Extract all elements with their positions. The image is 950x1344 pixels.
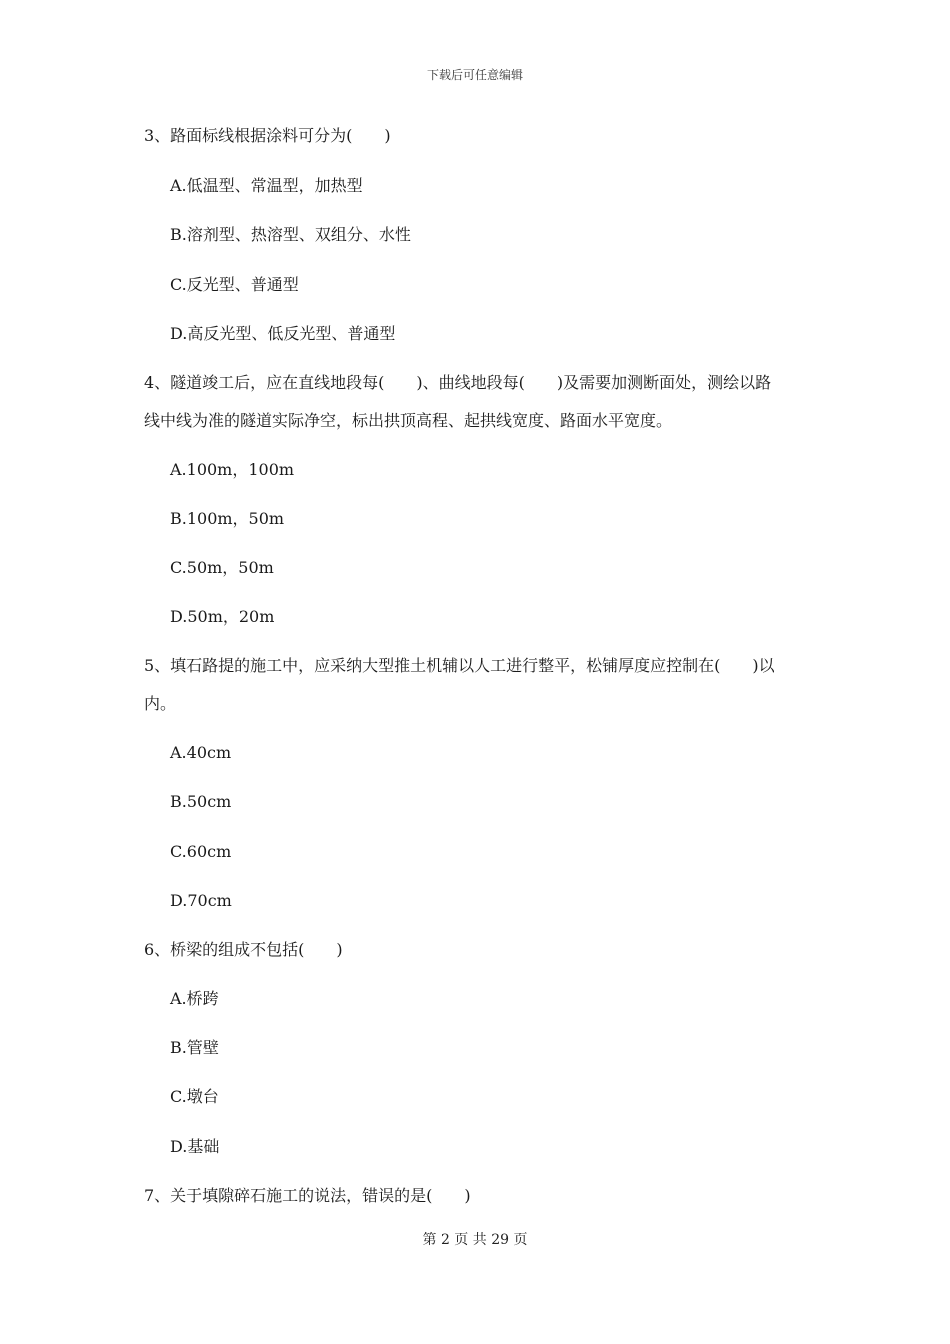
question-4-option-d: D.50m，20m <box>170 607 275 626</box>
question-5-option-a: A.40cm <box>170 743 232 762</box>
question-7-text: 7、关于填隙碎石施工的说法，错误的是( ) <box>144 1186 471 1205</box>
question-6-option-c: C.墩台 <box>170 1087 219 1106</box>
question-3-text: 3、路面标线根据涂料可分为( ) <box>144 126 391 145</box>
page-header-note: 下载后可任意编辑 <box>426 68 523 82</box>
question-6-option-a: A.桥跨 <box>170 989 219 1008</box>
question-4-option-b: B.100m，50m <box>170 509 285 528</box>
question-3-option-b: B.溶剂型、热溶型、双组分、水性 <box>170 225 411 244</box>
question-5-option-b: B.50cm <box>170 792 232 811</box>
page-number-footer: 第 2 页 共 29 页 <box>422 1232 528 1248</box>
question-5-text-line-1: 5、填石路提的施工中，应采纳大型推土机辅以人工进行整平，松铺厚度应控制在( )以 <box>144 656 775 675</box>
question-3-option-c: C.反光型、普通型 <box>170 275 299 294</box>
question-4-option-c: C.50m，50m <box>170 558 274 577</box>
question-4-text-line-2: 线中线为准的隧道实际净空，标出拱顶高程、起拱线宽度、路面水平宽度。 <box>144 411 673 430</box>
question-3-option-d: D.高反光型、低反光型、普通型 <box>170 324 396 343</box>
question-4-option-a: A.100m，100m <box>170 460 295 479</box>
question-5-text-line-2: 内。 <box>144 694 177 713</box>
question-5-option-d: D.70cm <box>170 891 232 910</box>
question-5-option-c: C.60cm <box>170 842 232 861</box>
question-3-option-a: A.低温型、常温型，加热型 <box>170 176 363 195</box>
question-6-text: 6、桥梁的组成不包括( ) <box>144 940 343 959</box>
question-6-option-d: D.基础 <box>170 1137 220 1156</box>
question-6-option-b: B.管壁 <box>170 1038 219 1057</box>
question-4-text-line-1: 4、隧道竣工后，应在直线地段每( )、曲线地段每( )及需要加测断面处，测绘以路 <box>144 373 772 392</box>
